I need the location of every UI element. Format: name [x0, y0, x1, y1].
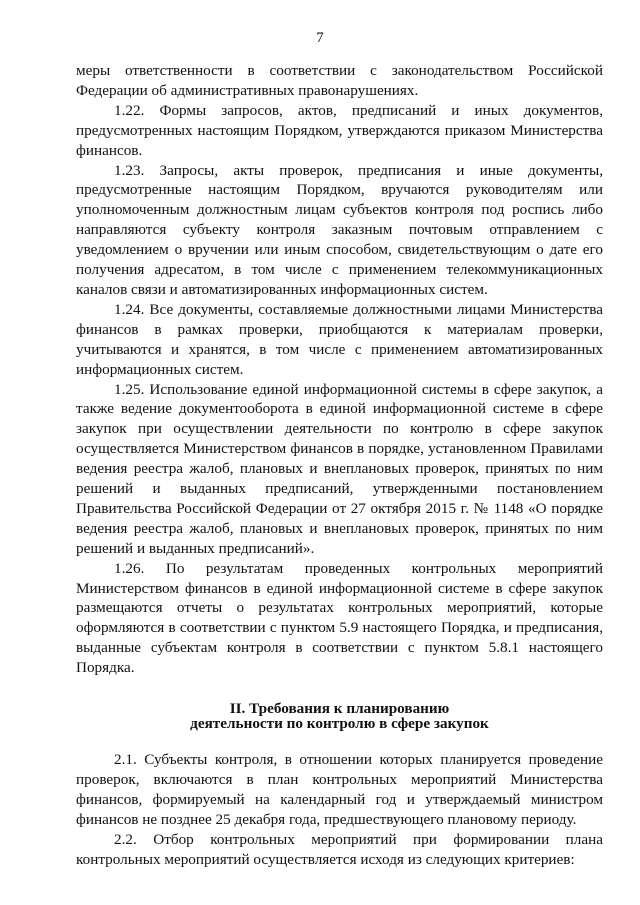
- paragraph-1-26: 1.26. По результатам проведенных контрольных мероприятий Министерством финансов в единой информационной системе в сфере закупок размещаются отчеты о результатах контрольных мероприятий, которые оформляются в соответствии с пунктом 5.9 настоящего Порядка, и предписания, выданные субъектам контроля в соответствии с пунктом 5.8.1 настоящего Порядка.: [76, 559, 603, 677]
- paragraph-1-24: 1.24. Все документы, составляемые должностными лицами Министерства финансов в рамках проверки, приобщаются к материалам проверки, учитываются и хранятся, в том числе с применением автоматизированных информационных систем.: [76, 300, 603, 378]
- paragraph-continuation: меры ответственности в соответствии с законодательством Российской Федерации об административных правонарушениях.: [76, 62, 603, 99]
- section-title: [76, 701, 603, 731]
- paragraph-2-2: 2.2. Отбор контрольных мероприятий при формировании плана контрольных мероприятий осуществляется исходя из следующих критериев:: [76, 830, 603, 868]
- paragraph-1-22: 1.22. Формы запросов, актов, предписаний и иных документов, предусмотренных настоящим Порядком, утверждаются приказом Министерства финансов.: [76, 101, 603, 159]
- section-title-line-2: деятельности по контролю в сфере закупок: [190, 715, 489, 733]
- section-title-line-1: II. Требования к планированию: [229, 700, 450, 718]
- page-number: 7: [316, 30, 324, 46]
- paragraph-1-23: 1.23. Запросы, акты проверок, предписания и иные документы, предусмотренные настоящим Порядком, вручаются руководителям или уполномоченным должностным лицам субъектов контроля под роспись либо направляются субъекту контроля заказным почтовым отправлением с уведомлением о вручении или иным способом, свидетельствующим о дате его получения адресатом, в том числе с применением телекоммуникационных каналов связи и автоматизированных информационных систем.: [76, 161, 603, 298]
- paragraph-2-1: 2.1. Субъекты контроля, в отношении которых планируется проведение проверок, включаются в план контрольных мероприятий Министерства финансов, формируемый на календарный год и утверждаемый министром финансов не позднее 25 декабря года, предшествующего плановому периоду.: [76, 751, 603, 828]
- document-body: [76, 61, 603, 870]
- paragraph-1-25: 1.25. Использование единой информационной системы в сфере закупок, а также ведение документооборота в единой информационной системе в сфере закупок при осуществлении деятельности по контролю в сфере закупок осуществляется Министерством финансов в порядке, установленном Правилами ведения реестра жалоб, плановых и внеплановых проверок, принятых по ним решений и выданных предписаний, утвержденными постановлением Правительства Российской Федерации от 27 октября 2015 г. № 1148 «О порядке ведения реестра жалоб, плановых и внеплановых проверок, принятых по ним решений и выданных предписаний».: [76, 380, 603, 557]
